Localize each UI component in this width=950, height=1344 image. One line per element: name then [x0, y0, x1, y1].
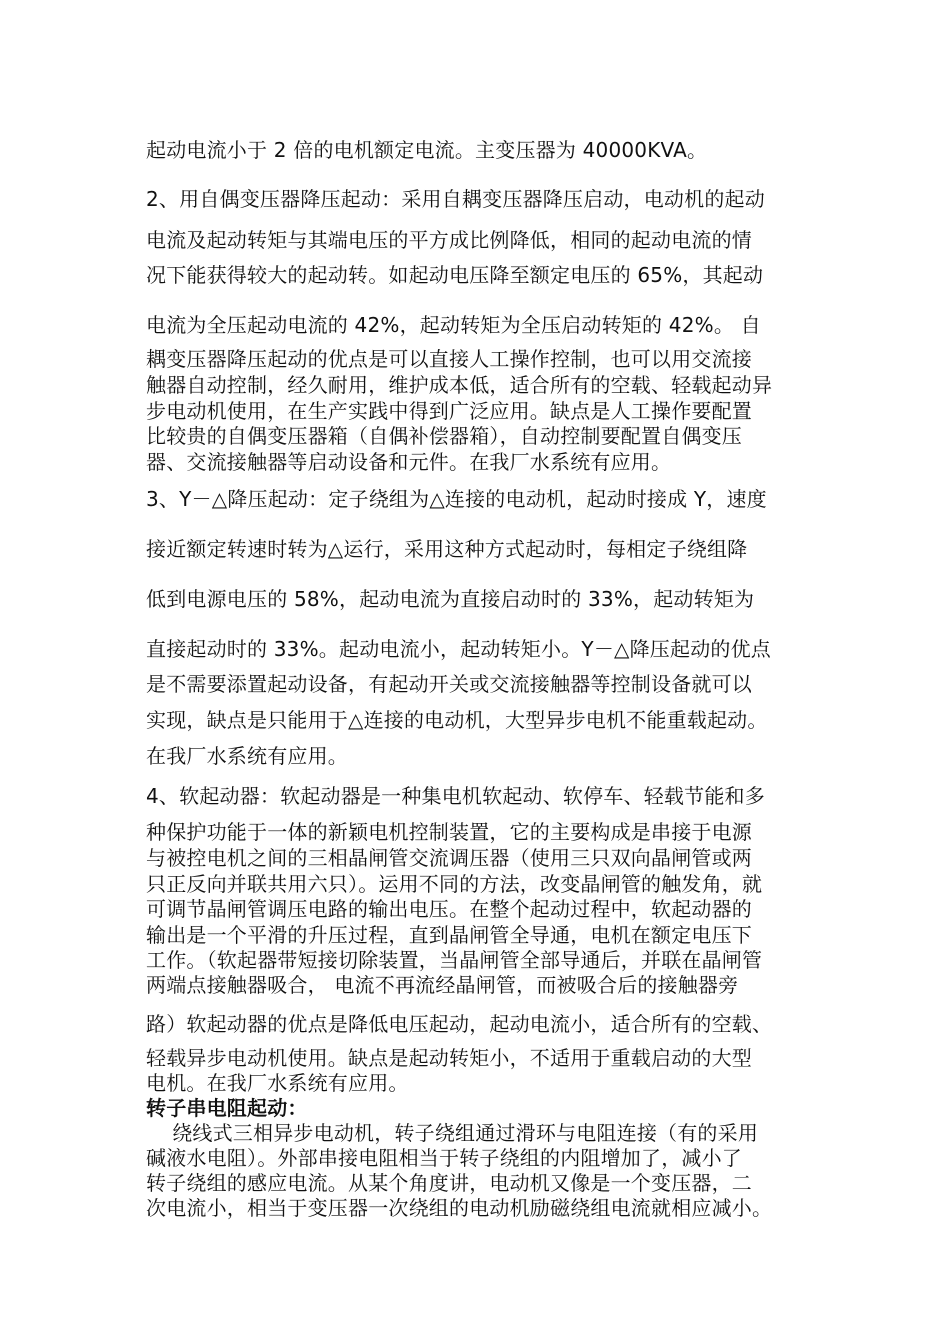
- text-line: 低到电源电压的 58%，起动电流为直接启动时的 33%，起动转矩为: [146, 587, 755, 611]
- text-line: 只正反向并联共用六只）。运用不同的方法，改变晶闸管的触发角，就: [146, 872, 763, 896]
- text-line: 与被控电机之间的三相晶闸管交流调压器（使用三只双向晶闸管或两: [146, 846, 752, 870]
- text-line: 工作。（软起器带短接切除装置，当晶闸管全部导通后，并联在晶闸管: [146, 948, 763, 972]
- section-heading: 转子串电阻起动：: [146, 1096, 308, 1120]
- text-line: 电机。在我厂水系统有应用。: [146, 1071, 409, 1095]
- text-line: 接近额定转速时转为△运行，采用这种方式起动时，每相定子绕组降: [146, 537, 748, 561]
- text-line: 触器自动控制，经久耐用，维护成本低，适合所有的空载、轻载起动异: [146, 373, 773, 397]
- text-line: 可调节晶闸管调压电路的输出电压。在整个起动过程中，软起动器的: [146, 897, 752, 921]
- text-line: 碱液水电阻）。外部串接电阻相当于转子绕组的内阻增加了，减小了: [146, 1146, 742, 1170]
- text-line: 耦变压器降压起动的优点是可以直接人工操作控制，也可以用交流接: [146, 347, 752, 371]
- text-line: 路）软起动器的优点是降低电压起动，起动电流小，适合所有的空载、: [146, 1012, 773, 1036]
- text-line: 次电流小，相当于变压器一次绕组的电动机励磁绕组电流就相应减小。: [146, 1196, 773, 1220]
- text-line: 实现，缺点是只能用于△连接的电动机，大型异步电机不能重载起动。: [146, 708, 768, 732]
- text-line: 4、软起动器：软起动器是一种集电机软起动、软停车、轻载节能和多: [146, 784, 765, 808]
- text-line: 两端点接触器吸合， 电流不再流经晶闸管，而被吸合后的接触器旁: [146, 973, 739, 997]
- text-line: 输出是一个平滑的升压过程，直到晶闸管全导通，电机在额定电压下: [146, 923, 752, 947]
- text-line: 电流为全压起动电流的 42%，起动转矩为全压启动转矩的 42%。 自: [146, 313, 761, 337]
- text-line: 2、用自偶变压器降压起动：采用自耦变压器降压启动，电动机的起动: [146, 187, 765, 211]
- text-line: 3、Y－△降压起动：定子绕组为△连接的电动机，起动时接成 Y，速度: [146, 487, 767, 511]
- text-line: 转子绕组的感应电流。从某个角度讲，电动机又像是一个变压器，二: [146, 1171, 752, 1195]
- text-line: 种保护功能于一体的新颖电机控制装置，它的主要构成是串接于电源: [146, 820, 752, 844]
- text-line: 器、交流接触器等启动设备和元件。在我厂水系统有应用。: [146, 450, 672, 474]
- text-line: 是不需要添置起动设备，有起动开关或交流接触器等控制设备就可以: [146, 672, 752, 696]
- text-line: 轻载异步电动机使用。缺点是起动转矩小，不适用于重载启动的大型: [146, 1046, 752, 1070]
- text-line: 比较贵的自偶变压器箱（自偶补偿器箱），自动控制要配置自偶变压: [146, 424, 742, 448]
- text-line: 起动电流小于 2 倍的电机额定电流。主变压器为 40000KVA。: [146, 138, 708, 162]
- text-line: 直接起动时的 33%。起动电流小，起动转矩小。Y－△降压起动的优点: [146, 637, 772, 661]
- text-line: 绕线式三相异步电动机，转子绕组通过滑环与电阻连接（有的采用: [146, 1121, 759, 1145]
- text-line: 况下能获得较大的起动转。如起动电压降至额定电压的 65%，其起动: [146, 263, 764, 287]
- text-line: 步电动机使用，在生产实践中得到广泛应用。缺点是人工操作要配置: [146, 399, 752, 423]
- text-line: 在我厂水系统有应用。: [146, 744, 348, 768]
- text-line: 电流及起动转矩与其端电压的平方成比例降低，相同的起动电流的情: [146, 228, 752, 252]
